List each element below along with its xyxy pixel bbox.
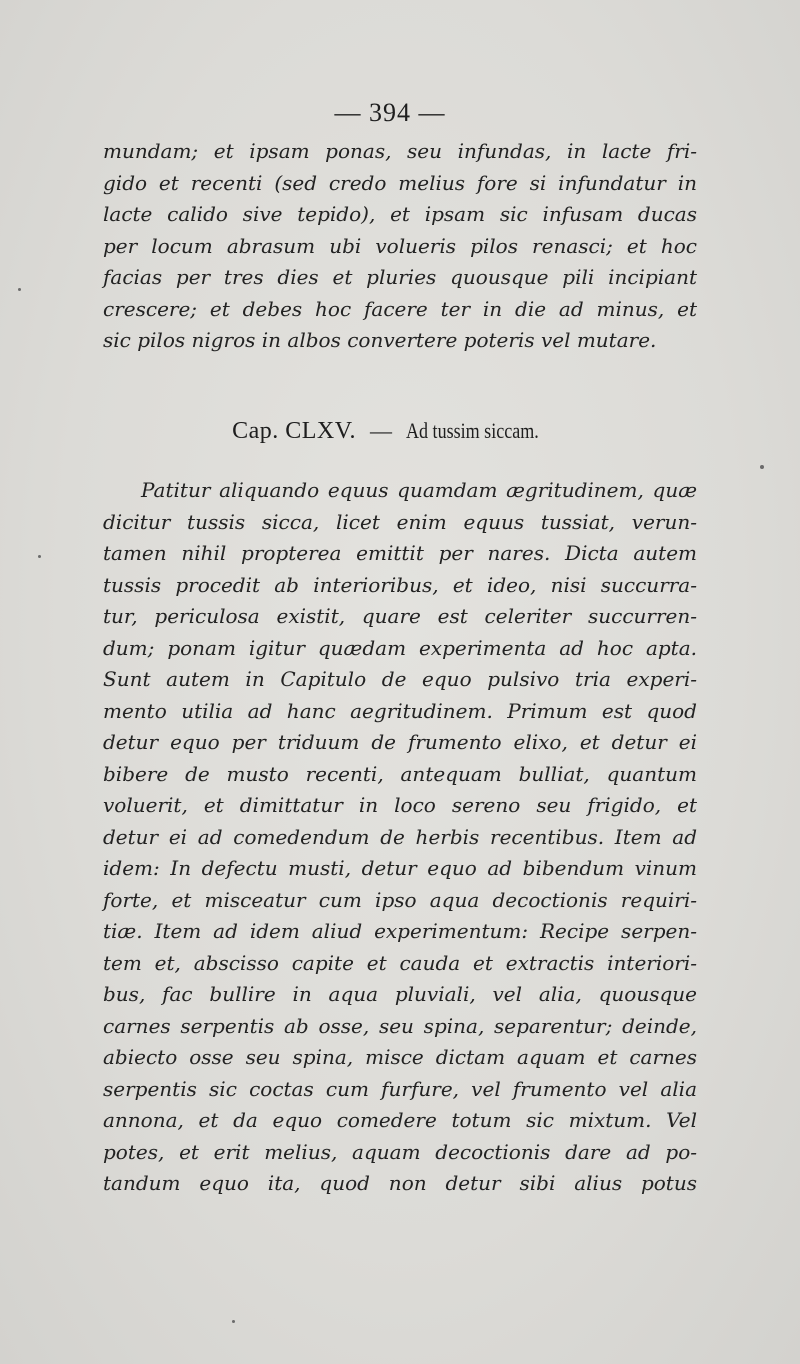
text-line: crescere; et debes hoc facere ter in die ad minus, et xyxy=(103,296,697,321)
text-line: bus, fac bullire in aqua pluviali, vel alia, quousque xyxy=(103,982,697,1006)
chapter-heading xyxy=(0,418,800,445)
text-line: per locum abrasum ubi volueris pilos renasci; et hoc xyxy=(103,233,697,258)
chapter-number: Cap. CLXV. xyxy=(232,418,356,444)
text-line: tiæ. Item ad idem aliud experimentum: Recipe serpen- xyxy=(103,919,697,943)
text-line: tandum equo ita, quod non detur sibi alius potus xyxy=(103,1171,697,1195)
paper-speck xyxy=(232,1320,235,1323)
text-line: dum; ponam igitur quædam experimenta ad hoc apta. xyxy=(103,635,697,660)
paragraph-continued xyxy=(103,136,697,357)
text-line: tussis procedit ab interioribus, et ideo, nisi succurra- xyxy=(103,572,697,597)
paper-speck xyxy=(18,288,21,291)
text-line: mento utilia ad hanc aegritudinem. Primum est quod xyxy=(103,698,697,723)
text-line: Patitur aliquando equus quamdam ægritudinem, quæ xyxy=(141,478,697,502)
text-line: idem: In defectu musti, detur equo ad bibendum vinum xyxy=(103,856,697,880)
text-line: serpentis sic coctas cum furfure, vel frumento vel alia xyxy=(103,1076,697,1101)
text-line: lacte calido sive tepido), et ipsam sic infusam ducas xyxy=(103,202,697,226)
text-line: voluerit, et dimittatur in loco sereno seu frigido, et xyxy=(103,793,697,817)
text-line: Sunt autem in Capitulo de equo pulsivo tria experi- xyxy=(103,667,697,691)
text-line: detur equo per triduum de frumento elixo, et detur ei xyxy=(103,730,697,754)
text-line: potes, et erit melius, aquam decoctionis dare ad po- xyxy=(103,1139,697,1164)
chapter-title: Ad tussim siccam. xyxy=(405,418,539,443)
text-line: tur, periculosa existit, quare est celeriter succurren- xyxy=(103,604,697,628)
paper-speck xyxy=(760,465,764,469)
text-line: tem et, abscisso capite et cauda et extractis interiori- xyxy=(103,950,697,975)
text-line: tamen nihil propterea emittit per nares. Dicta autem xyxy=(103,541,697,565)
text-line: bibere de musto recenti, antequam bulliat, quantum xyxy=(103,761,697,786)
text-line: abiecto osse seu spina, misce dictam aquam et carnes xyxy=(103,1045,697,1069)
text-line: annona, et da equo comedere totum sic mixtum. Vel xyxy=(103,1108,697,1132)
page-number: — 394 — xyxy=(334,98,446,127)
text-line: mundam; et ipsam ponas, seu infundas, in lacte fri- xyxy=(103,139,697,163)
text-line: carnes serpentis ab osse, seu spina, separentur; deinde, xyxy=(103,1013,697,1038)
chapter-paragraph xyxy=(103,475,697,1200)
text-line: detur ei ad comedendum de herbis recentibus. Item ad xyxy=(103,824,697,849)
paper-speck xyxy=(38,555,41,558)
text-line: facias per tres dies et pluries quousque pili incipiant xyxy=(103,265,697,289)
text-line: gido et recenti (sed credo melius fore si infundatur in xyxy=(103,170,697,195)
text-line: forte, et misceatur cum ipso aqua decoctionis requiri- xyxy=(103,887,697,912)
text-line: dicitur tussis sicca, licet enim equus tussiat, verun- xyxy=(103,509,697,534)
text-line: sic pilos nigros in albos convertere poteris vel mutare. xyxy=(103,328,657,352)
heading-dash: — xyxy=(369,418,392,443)
